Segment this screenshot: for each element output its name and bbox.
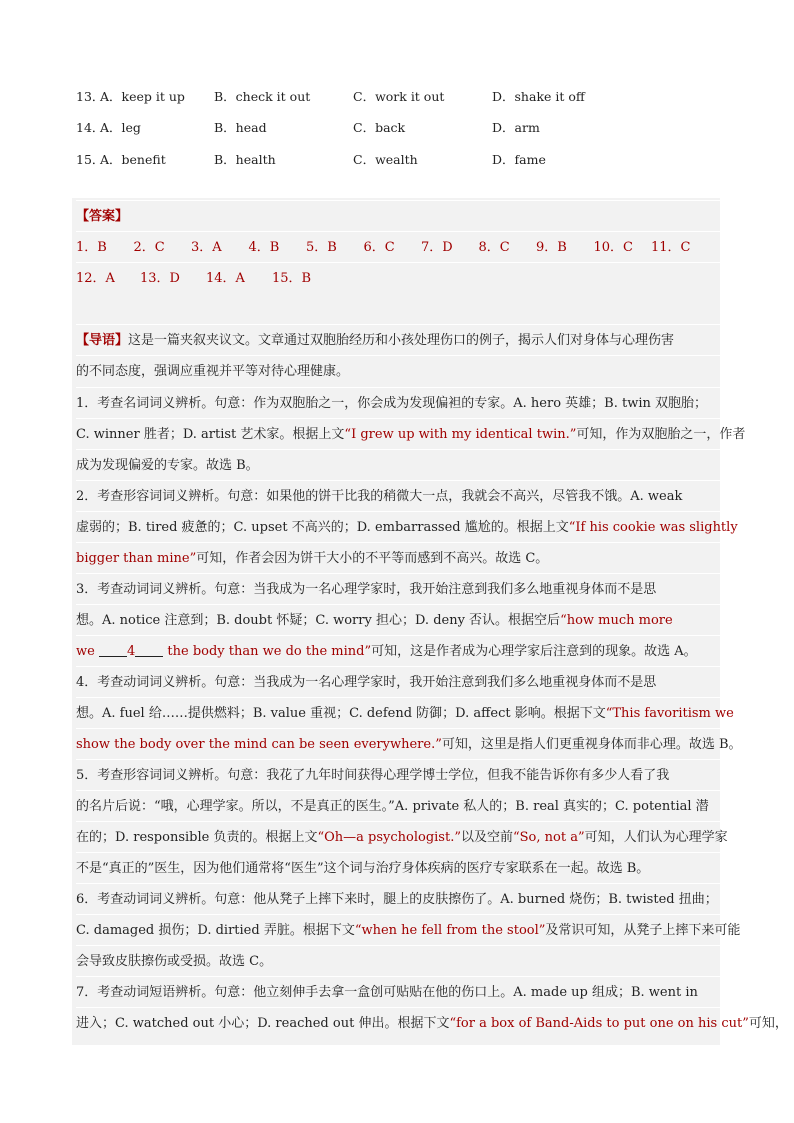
text-segment: 可知，作者会因为饼干大小的不平等而感到不高兴。故选 C。 [196,551,549,566]
explanation-line [76,914,741,946]
text-segment: 4．考查动词词义辨析。句意：当我成为一名心理学家时，我开始注意到我们多么地重视身体而不是思 [76,675,657,690]
text-segment: C. damaged 损伤；D. dirtied 弄脏。根据下文 [76,923,355,938]
option-row [76,112,716,144]
text-segment: 成为发现偏爱的专家。故选 B。 [76,458,259,473]
answer-item: 12．A [76,271,115,286]
answer-item: 11．C [651,240,691,255]
explanation-line [76,883,720,915]
answer-item: 3．A [191,240,222,255]
item3-line-3 [76,635,720,667]
blank-number: 4 [126,644,136,659]
answers-row-1 [76,231,720,263]
answer-item: 9．B [536,240,567,255]
explanation-line [76,821,728,853]
quote-segment: “I grew up with my identical twin.” [344,427,577,442]
option-c: C．back [353,120,406,136]
explanation-line [76,976,720,1008]
text-segment: 可知，人们认为心理学家 [584,830,728,845]
option-a: A．benefit [100,151,166,167]
item3-line-1 [76,573,720,605]
explanation-line [76,790,720,822]
text-segment: 在的；D. responsible 负责的。根据上文 [76,830,318,845]
text-segment: 可知，作为双胞胎之一，作者 [576,427,746,442]
explanation-line [76,945,720,977]
item3-quote-a: “how much more [560,613,673,628]
option-a: A．leg [100,120,141,136]
option-b: B．health [214,151,276,167]
text-segment: 进入；C. watched out 小心；D. reached out 伸出。根据下文 [76,1016,450,1031]
quote-segment: “If his cookie was slightly [568,520,738,535]
text-segment: 的名片后说：“哦，心理学家。所以，不是真正的医生。”A. private 私人的；B. real 真实的；C. potential 潜 [76,799,709,814]
text-segment: 可知， [748,1016,788,1031]
explanation-line [76,511,738,543]
answer-item: 2．C [133,240,165,255]
explanation-line [76,666,720,698]
quote-segment: “This favoritism we [605,706,734,721]
text-segment: 6．考查动词词义辨析。句意：他从凳子上摔下来时，腿上的皮肤擦伤了。A. burned 烧伤；B. twisted 扭曲； [76,892,718,907]
explanation-line [76,697,734,729]
item3-quote-c: the body than we do the mind” [167,644,372,659]
text-segment: 想。A. fuel 给……提供燃料；B. value 重视；C. defend 防御；D. affect 影响。根据下文 [76,706,606,721]
question-number: 14． [76,120,105,136]
answer-item: 4．B [248,240,280,255]
option-b: B．head [214,120,267,136]
guide-label: 【导语】 [76,333,129,348]
blank-line-left [99,646,127,657]
option-d: D．arm [492,120,540,136]
option-row [76,143,716,175]
option-d: D．fame [492,151,546,167]
blank-4 [99,644,167,659]
item3-text-3: 可知，这是作者成为心理学家后注意到的现象。故选 A。 [371,644,697,659]
quote-segment: “for a box of Band-Aids to put one on his cut” [449,1016,749,1031]
guide-line-2 [76,355,720,387]
explanation-line [76,480,720,512]
text-segment: 会导致皮肤擦伤或受损。故选 C。 [76,954,273,969]
item3-quote-b: we [76,644,95,659]
text-segment: 虚弱的；B. tired 疲惫的；C. upset 不高兴的；D. embarrassed 尴尬的。根据上文 [76,520,569,535]
answer-item: 8．C [478,240,510,255]
item3-line-2 [76,604,720,636]
option-row [76,80,716,112]
quote-segment: “Oh—a psychologist.” [317,830,461,845]
answers-row-2 [76,262,720,294]
answer-heading [76,200,720,232]
options-block [76,80,716,175]
text-segment: C. winner 胜者；D. artist 艺术家。根据上文 [76,427,345,442]
guide-text-2: 的不同态度，强调应重视并平等对待心理健康。 [76,364,350,379]
text-segment: 不是“真正的”医生，因为他们通常将“医生”这个词与治疗身体疾病的医疗专家联系在一起。故选 B。 [76,861,650,876]
quote-segment: “when he fell from the stool” [354,923,546,938]
question-number: 13． [76,88,105,104]
answer-item: 5．B [306,240,337,255]
item3-text-2a: 想。A. notice 注意到；B. doubt 怀疑；C. worry 担心；D. deny 否认。根据空后 [76,613,561,628]
quote-segment: “So, not a” [513,830,585,845]
text-segment: 以及空前 [460,830,513,845]
explanation-line [76,728,742,760]
guide-line-1 [76,324,720,356]
text-segment: 7．考查动词短语辨析。句意：他立刻伸手去拿一盒创可贴贴在他的伤口上。A. made up 组成；B. went in [76,985,698,1000]
explanation-line [76,852,720,884]
answer-item: 13．D [140,271,180,286]
explanation-line [76,759,720,791]
quote-segment: bigger than mine” [76,551,197,566]
text-segment: 及常识可知，从凳子上摔下来可能 [545,923,741,938]
explanation-line [76,542,720,574]
answer-item: 10．C [593,240,633,255]
answer-item: 15．B [272,271,312,286]
option-c: C．work it out [353,88,445,104]
item3-text-1: 3．考查动词词义辨析。句意：当我成为一名心理学家时，我开始注意到我们多么地重视身体而不是思 [76,582,657,597]
explanation-line [76,1007,788,1039]
text-segment: 1．考查名词词义辨析。句意：作为双胞胎之一，你会成为发现偏袒的专家。A. hero 英雄；B. twin 双胞胎； [76,396,707,411]
blank-line-right [135,646,163,657]
answer-heading-label: 【答案】 [76,209,129,224]
explanation-line [76,387,720,419]
answer-item: 7．D [421,240,453,255]
guide-text-1: 这是一篇夹叙夹议文。文章通过双胞胎经历和小孩处理伤口的例子，揭示人们对身体与心理伤害 [128,333,675,348]
text-segment: 可知，这里是指人们更重视身体而非心理。故选 B。 [441,737,742,752]
option-a: A．keep it up [100,88,185,104]
text-segment: 2．考查形容词词义辨析。句意：如果他的饼干比我的稍微大一点，我就会不高兴，尽管我不饿。A. weak [76,489,683,504]
answer-item: 14．A [206,271,245,286]
explanation-line [76,418,746,450]
option-c: C．wealth [353,151,418,167]
quote-segment: show the body over the mind can be seen everywhere.” [76,737,442,752]
option-b: B．check it out [214,88,311,104]
text-segment: 5．考查形容词词义辨析。句意：我花了九年时间获得心理学博士学位，但我不能告诉你有多少人看了我 [76,768,670,783]
explanation-line [76,449,720,481]
answer-item: 1．B [76,240,107,255]
question-number: 15． [76,151,105,167]
answer-item: 6．C [363,240,395,255]
option-d: D．shake it off [492,88,585,104]
